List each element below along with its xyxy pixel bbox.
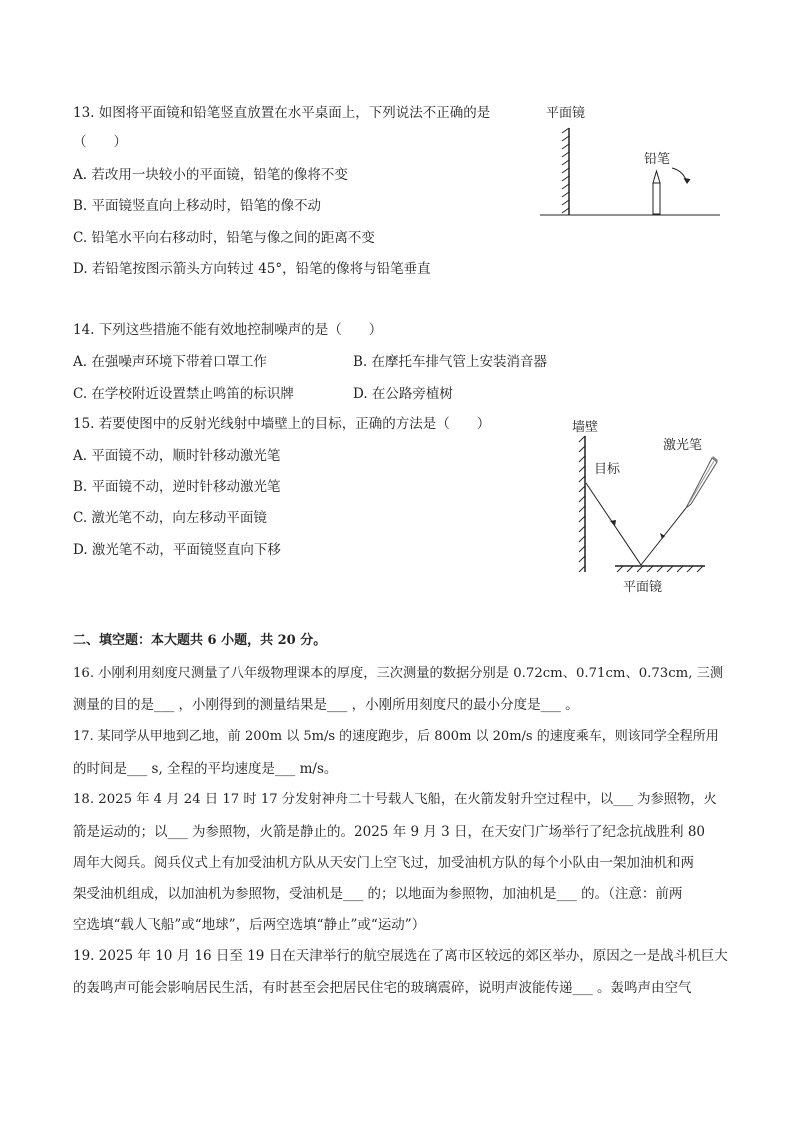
q13-pencil-label: 铅笔	[644, 152, 671, 167]
q15-laser-pen	[686, 456, 718, 508]
q13-option-a: A. 若改用一块较小的平面镜，铅笔的像将不变	[73, 167, 348, 183]
q14-stem: 14. 下列这些措施不能有效地控制噪声的是（ ）	[73, 322, 383, 338]
q13-option-d: D. 若铅笔按图示箭头方向转过 45°，铅笔的像将与铅笔垂直	[73, 261, 431, 277]
q13-rotation-arrow	[672, 168, 687, 183]
q19-line2: 的轰鸣声可能会影响居民生活，有时甚至会把居民住宅的玻璃震碎，说明声波能传递___ 。轰鸣声由空气	[73, 980, 692, 996]
q15-option-b: B. 平面镜不动，逆时针移动激光笔	[73, 479, 281, 495]
q13-option-b: B. 平面镜竖直向上移动时，铅笔的像不动	[73, 198, 322, 214]
q15-stem: 15. 若要使图中的反射光线射中墙壁上的目标，正确的方法是（ ）	[73, 416, 491, 432]
q15-option-a: A. 平面镜不动，顺时针移动激光笔	[73, 448, 281, 464]
q15-option-d: D. 激光笔不动，平面镜竖直向下移	[73, 542, 281, 558]
q15-target-label: 目标	[594, 462, 621, 477]
q15-incident-arrowhead	[660, 533, 665, 539]
q15-reflected-arrowhead	[610, 520, 616, 526]
q15-mirror-label: 平面镜	[623, 580, 663, 595]
q14-option-c: C. 在学校附近设置禁止鸣笛的标识牌	[73, 386, 294, 402]
q13-rotation-arrowhead	[684, 178, 691, 184]
q17-line1: 17. 某同学从甲地到乙地，前 200m 以 5m/s 的速度跑步，后 800m 以 20m/s 的速度乘车，则该同学全程所用	[73, 729, 719, 744]
q14-option-d: D. 在公路旁植树	[353, 386, 453, 402]
q15-wall-label: 墙壁	[572, 420, 599, 435]
q15-option-c: C. 激光笔不动，向左移动平面镜	[73, 510, 267, 526]
q18-line1: 18. 2025 年 4 月 24 日 17 时 17 分发射神舟二十号载人飞船，在火箭发射升空过程中，以___ 为参照物，火	[73, 792, 717, 807]
q13-paren: （ ）	[73, 134, 127, 150]
q14-option-b: B. 在摩托车排气管上安装消音器	[353, 354, 548, 370]
q16-line1: 16. 小刚利用刻度尺测量了八年级物理课本的厚度，三次测量的数据分别是 0.72cm、0.71cm、0.73cm, 三测	[73, 666, 724, 681]
q14-option-a: A. 在强噪声环境下带着口罩工作	[73, 354, 267, 370]
q17-line2: 的时间是___ s, 全程的平均速度是___ m/s。	[73, 761, 338, 777]
q13-stem: 13. 如图将平面镜和铅笔竖直放置在水平桌面上，下列说法不正确的是	[73, 105, 491, 121]
q13-mirror-label: 平面镜	[546, 106, 586, 121]
q15-mirror-hatch	[617, 566, 703, 572]
section2-heading: 二、填空题：本大题共 6 小题，共 20 分。	[73, 633, 327, 648]
q18-line2: 箭是运动的；以___ 为参照物，火箭是静止的。2025 年 9 月 3 日，在天安门广场举行了纪念抗战胜利 80	[73, 824, 706, 840]
q13-mirror-hatch	[562, 128, 569, 213]
q15-figure	[565, 410, 735, 600]
q13-figure	[530, 100, 730, 225]
q13-pencil	[653, 171, 660, 214]
q15-wall-hatch	[579, 436, 585, 572]
q13-option-c: C. 铅笔水平向右移动时，铅笔与像之间的距离不变	[73, 230, 375, 246]
q15-laser-label: 激光笔	[663, 438, 703, 453]
q19-line1: 19. 2025 年 10 月 16 日至 19 日在天津举行的航空展选在了离市区较远的郊区举办，原因之一是战斗机巨大	[73, 948, 728, 964]
q18-line4: 架受油机组成，以加油机为参照物，受油机是___ 的；以地面为参照物，加油机是___ 的。（注意：前两	[73, 886, 683, 902]
q16-line2: 测量的目的是___ ，小刚得到的测量结果是___ ，小刚所用刻度尺的最小分度是___ 。	[73, 697, 579, 713]
q18-line3: 周年大阅兵。阅兵仪式上有加受油机方队从天安门上空飞过，加受油机方队的每个小队由一架加油机和两	[73, 855, 694, 871]
q18-line5: 空选填“载人飞船”或“地球”，后两空选填“静止”或“运动”）	[73, 917, 426, 933]
